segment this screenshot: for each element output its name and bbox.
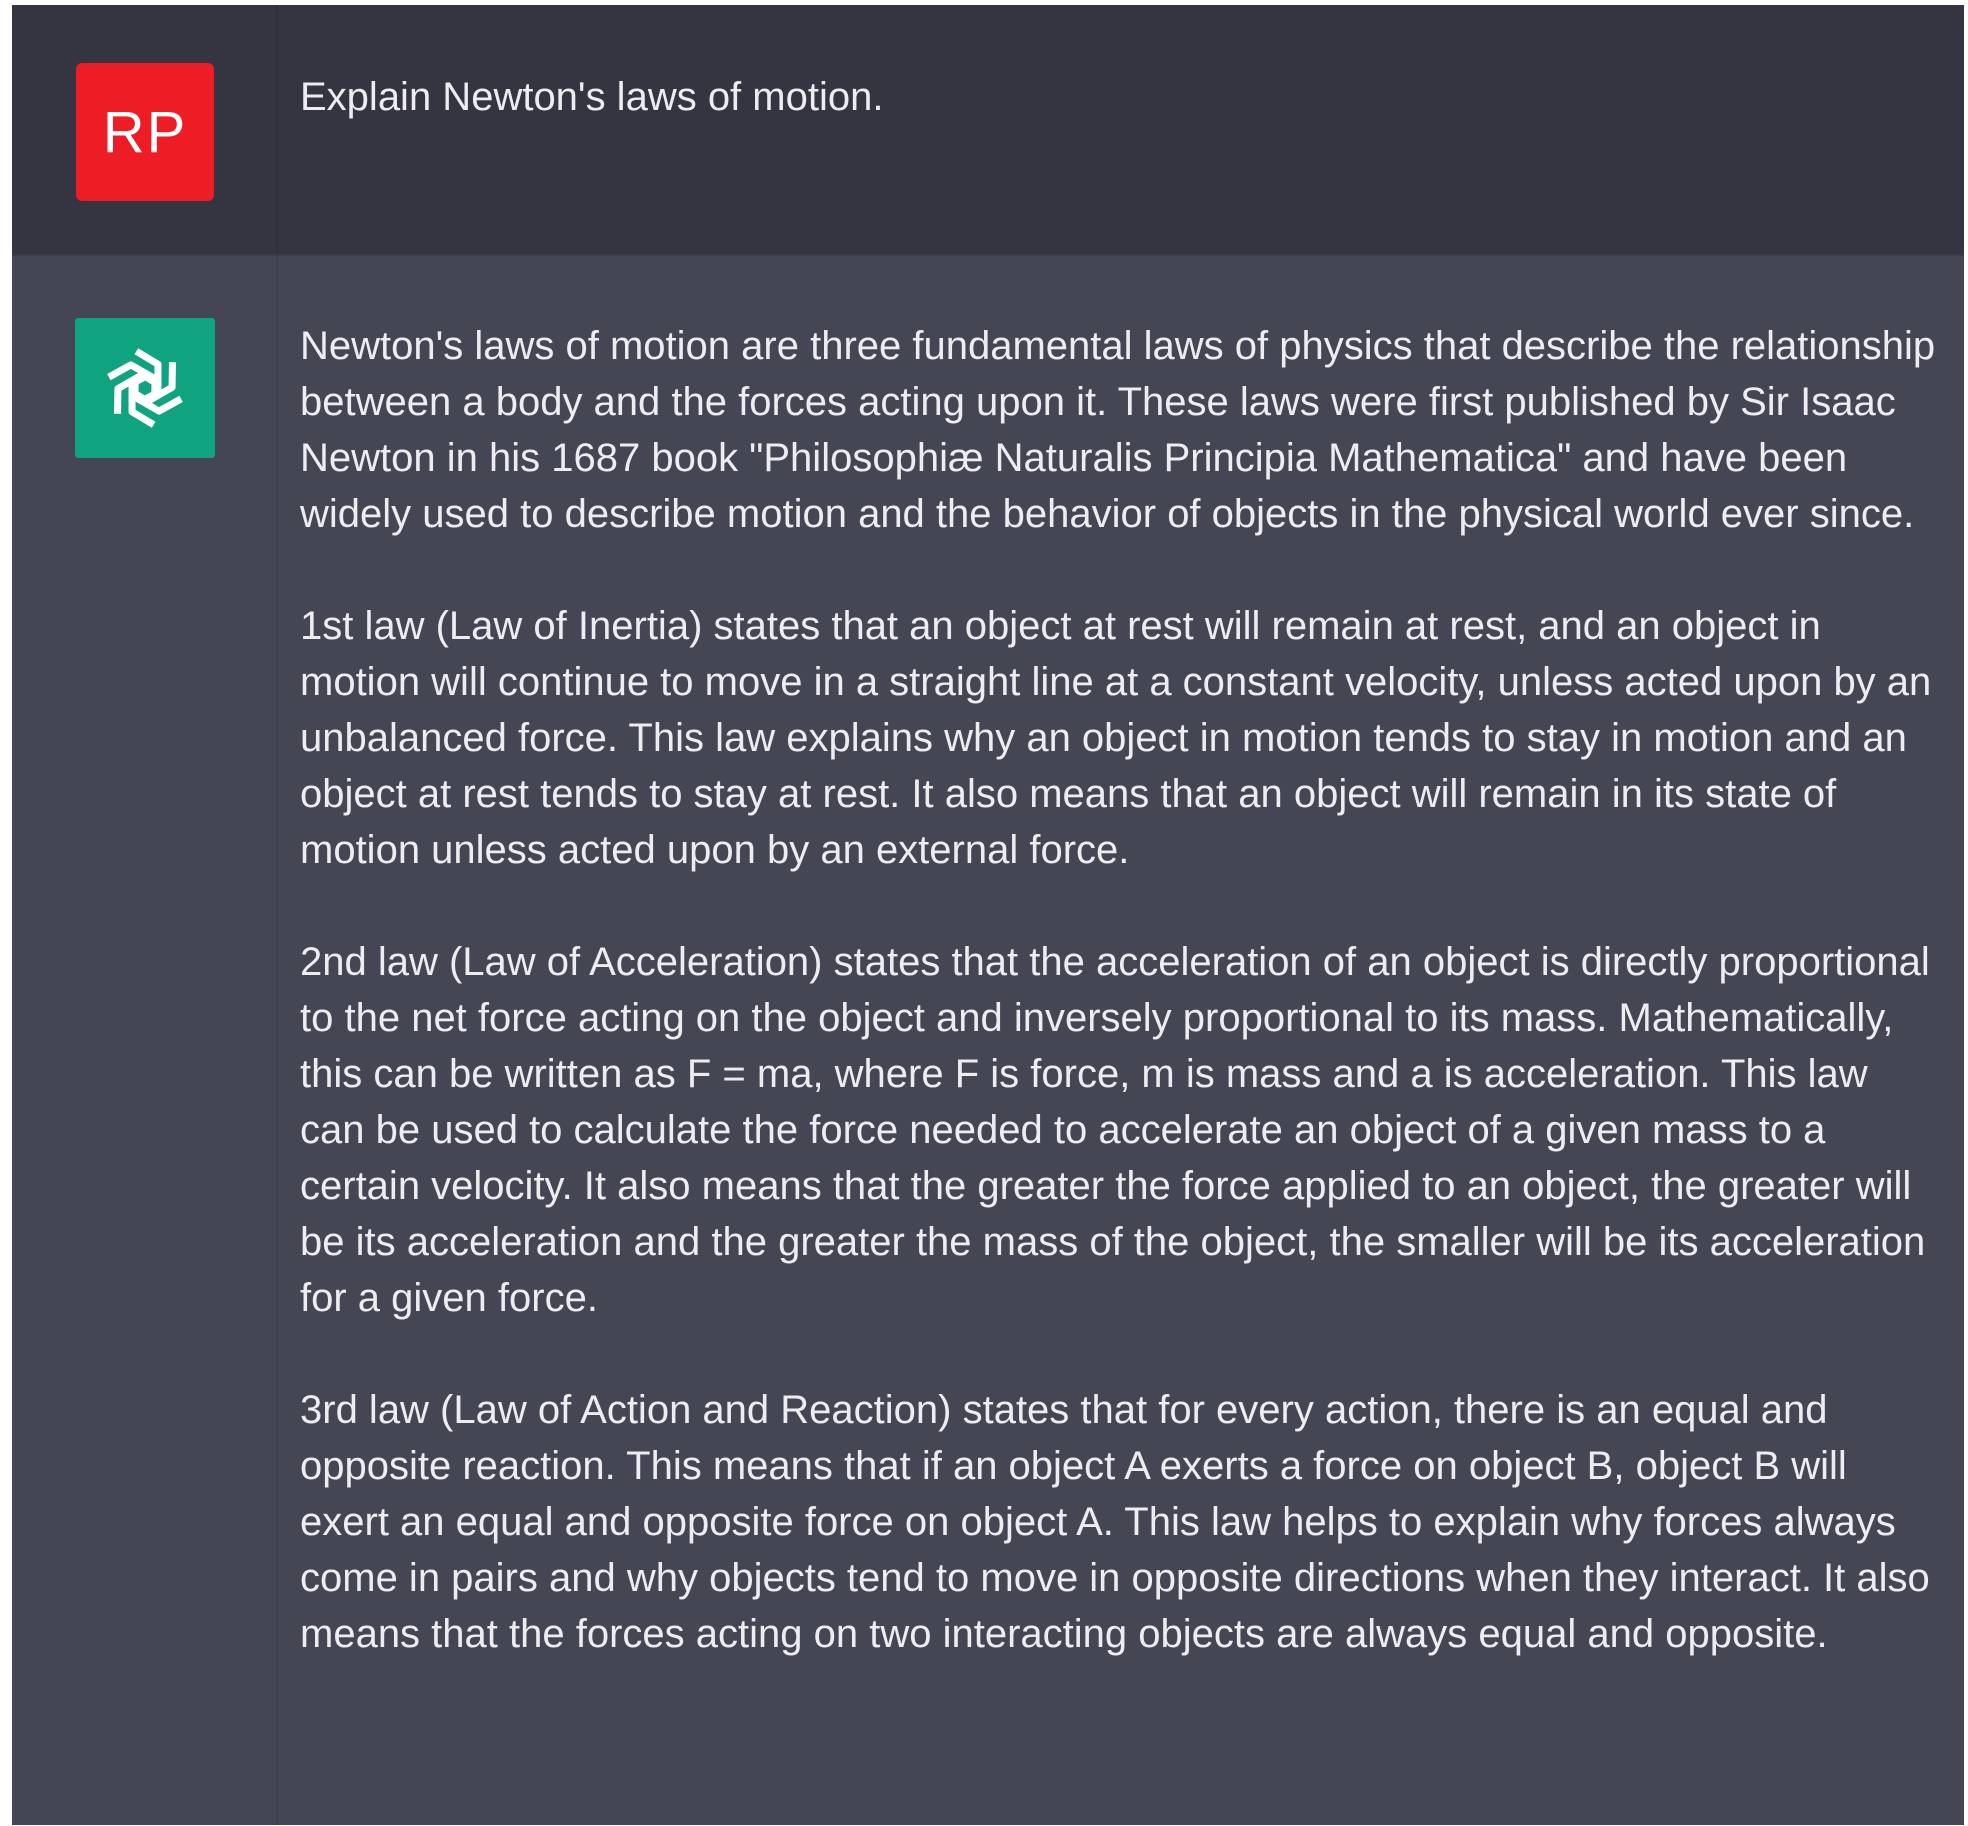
assistant-avatar xyxy=(75,318,215,458)
openai-logo-icon xyxy=(91,334,199,442)
assistant-paragraph-second-law: 2nd law (Law of Acceleration) states that the acceleration of an object is directly proportional to the net force acting on the object and inversely proportional to its mass. Mathematically, this can be written as F = ma, where F is force, m is mass and a is acceleration. This law can be used to calculate the force needed to accelerate an object of a given mass to a certain velocity. It also means that the greater the force applied to an object, the greater will be its acceleration and the greater the mass of the object, the smaller will be its acceleration for a given force. xyxy=(300,940,1930,1320)
assistant-paragraph-intro: Newton's laws of motion are three fundamental laws of physics that describe the relationship between a body and the forces acting upon it. These laws were first published by Sir Isaac Newton in his 1687 book "Philosophiæ Naturalis Principia Mathematica" and have been widely used to describe motion and the behavior of objects in the physical world ever since. xyxy=(300,324,1936,536)
chat-thread xyxy=(12,5,1964,1823)
user-avatar-initials: RP xyxy=(102,99,188,165)
user-message-row xyxy=(12,5,1964,254)
avatar-gutter-divider xyxy=(276,256,278,1825)
assistant-paragraph-first-law: 1st law (Law of Inertia) states that an object at rest will remain at rest, and an object in motion will continue to move in a straight line at a constant velocity, unless acted upon by an unbalanced force. This law explains why an object in motion tends to stay in motion and an object at rest tends to stay at rest. It also means that an object will remain in its state of motion unless acted upon by an external force. xyxy=(300,604,1932,872)
user-message-text: Explain Newton's laws of motion. xyxy=(300,75,884,119)
user-avatar xyxy=(76,63,214,201)
assistant-message-row xyxy=(12,254,1964,1825)
avatar-gutter-divider xyxy=(276,5,278,254)
assistant-paragraph-third-law: 3rd law (Law of Action and Reaction) states that for every action, there is an equal and opposite reaction. This means that if an object A exerts a force on object B, object B will exert an equal and opposite force on object A. This law helps to explain why forces always come in pairs and why objects tend to move in opposite directions when they interact. It also means that the forces acting on two interacting objects are always equal and opposite. xyxy=(300,1388,1930,1656)
assistant-message-text xyxy=(300,318,1940,1662)
